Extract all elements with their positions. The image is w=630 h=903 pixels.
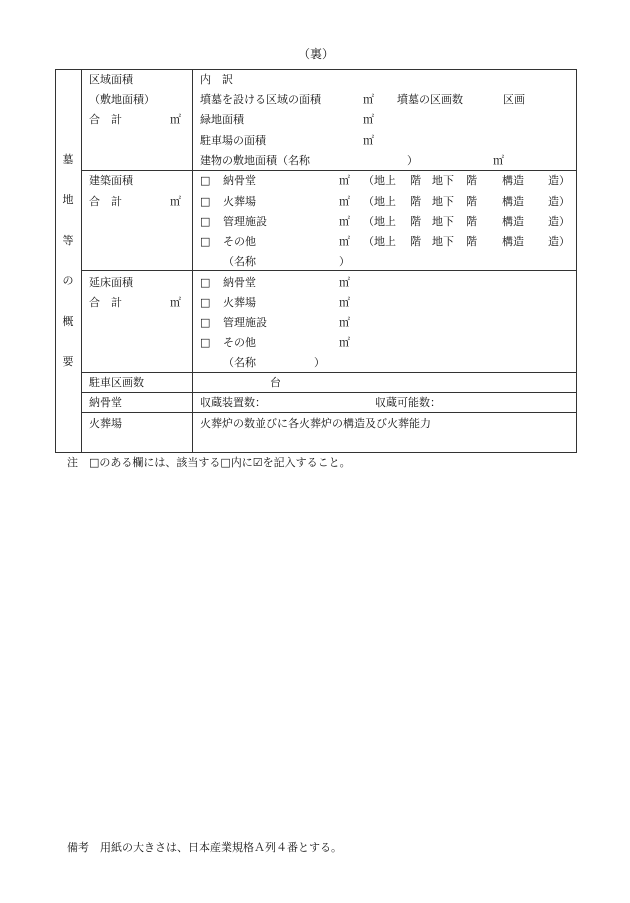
floors-below: 地下 xyxy=(432,174,454,187)
checkbox[interactable]: □ xyxy=(200,336,211,349)
side-label-char: 地 xyxy=(62,193,74,206)
floor-total-label: 合 計 xyxy=(89,296,122,309)
side-label-char: 等 xyxy=(62,234,74,247)
floor-row-name: その他 xyxy=(223,336,256,349)
floor-area-label: 延床面積 xyxy=(89,276,133,289)
floor-total-unit: ㎡ xyxy=(170,296,181,309)
table-divider-middle xyxy=(192,69,193,453)
page-title: （裏） xyxy=(298,47,335,61)
parking-area-label: 駐車場の面積 xyxy=(200,134,266,147)
floor-other-name-open: （名称 xyxy=(223,356,256,369)
structure-label: 構造 xyxy=(502,195,524,208)
side-label-char: の xyxy=(62,274,74,287)
checkbox[interactable]: □ xyxy=(200,215,211,228)
table-border-right xyxy=(576,69,577,453)
area-total-label: 合 計 xyxy=(89,113,122,126)
side-label-char: 要 xyxy=(62,355,74,368)
crematorium-label: 火葬場 xyxy=(89,417,122,430)
remarks: 備考 用紙の大きさは、日本産業規格Ａ列４番とする。 xyxy=(67,841,342,854)
row-divider-5 xyxy=(81,412,577,413)
floor-unit: 階 xyxy=(466,195,477,208)
unit-label: ㎡ xyxy=(339,336,350,349)
table-border-bottom xyxy=(55,452,577,453)
unit-label: ㎡ xyxy=(339,296,350,309)
area-total-unit: ㎡ xyxy=(170,113,181,126)
checkbox[interactable]: □ xyxy=(200,276,211,289)
floors-above: （地上 xyxy=(363,235,396,248)
floor-row-name: 納骨堂 xyxy=(223,276,256,289)
floor-unit: 階 xyxy=(410,174,421,187)
floors-above: （地上 xyxy=(363,195,396,208)
building-total-label: 合 計 xyxy=(89,195,122,208)
structure-label: 構造 xyxy=(502,174,524,187)
table-divider-side xyxy=(81,69,82,453)
unit-label: ㎡ xyxy=(339,276,350,289)
floor-unit: 階 xyxy=(466,235,477,248)
side-label-char: 概 xyxy=(62,315,74,328)
structure-label: 構造 xyxy=(502,215,524,228)
structure-suffix: 造） xyxy=(548,174,570,187)
building-site-label: 建物の敷地面積（名称 xyxy=(200,154,310,167)
checkbox[interactable]: □ xyxy=(200,174,211,187)
unit-label: ㎡ xyxy=(339,195,350,208)
tomb-count-label: 墳墓の区画数 xyxy=(397,93,463,106)
parking-count-label: 駐車区画数 xyxy=(89,376,144,389)
building-other-name-open: （名称 xyxy=(223,255,256,268)
row-divider-4 xyxy=(81,392,577,393)
table-border-left xyxy=(55,69,56,453)
building-other-name-close: ） xyxy=(339,255,350,268)
unit-label: ㎡ xyxy=(339,215,350,228)
checkbox[interactable]: □ xyxy=(200,296,211,309)
structure-suffix: 造） xyxy=(548,195,570,208)
building-site-close: ） xyxy=(407,154,418,167)
breakdown-label: 内 訳 xyxy=(200,73,233,86)
unit-label: ㎡ xyxy=(339,235,350,248)
building-site-unit: ㎡ xyxy=(493,154,504,167)
structure-suffix: 造） xyxy=(548,235,570,248)
floors-below: 地下 xyxy=(432,215,454,228)
building-row-name: 火葬場 xyxy=(223,195,256,208)
floors-above: （地上 xyxy=(363,215,396,228)
building-total-unit: ㎡ xyxy=(170,195,181,208)
floor-unit: 階 xyxy=(410,195,421,208)
area-label: 区域面積 xyxy=(89,73,133,86)
floor-unit: 階 xyxy=(410,235,421,248)
building-area-label: 建築面積 xyxy=(89,174,133,187)
checkbox[interactable]: □ xyxy=(200,195,211,208)
floor-unit: 階 xyxy=(410,215,421,228)
row-divider-2 xyxy=(81,270,577,271)
floor-row-name: 火葬場 xyxy=(223,296,256,309)
checkbox[interactable]: □ xyxy=(200,235,211,248)
checkbox[interactable]: □ xyxy=(200,316,211,329)
tomb-count-unit: 区画 xyxy=(503,93,525,106)
area-sublabel: （敷地面積） xyxy=(89,93,155,106)
floor-other-name-close: ） xyxy=(314,356,325,369)
floor-row-name: 管理施設 xyxy=(223,316,267,329)
ossuary-label: 納骨堂 xyxy=(89,396,122,409)
unit-label: ㎡ xyxy=(339,316,350,329)
structure-suffix: 造） xyxy=(548,215,570,228)
floor-unit: 階 xyxy=(466,215,477,228)
green-area-unit: ㎡ xyxy=(363,113,374,126)
green-area-label: 緑地面積 xyxy=(200,113,244,126)
note: 注 □のある欄には、該当する□内に☑を記入すること。 xyxy=(67,456,351,469)
floors-below: 地下 xyxy=(432,195,454,208)
storage-capacity-label: 収蔵可能数： xyxy=(375,396,441,409)
table-border-top xyxy=(55,69,577,70)
row-divider-3 xyxy=(81,372,577,373)
parking-count-unit: 台 xyxy=(270,376,281,389)
parking-area-unit: ㎡ xyxy=(363,134,374,147)
building-row-name: その他 xyxy=(223,235,256,248)
unit-label: ㎡ xyxy=(339,174,350,187)
floors-above: （地上 xyxy=(363,174,396,187)
tomb-area-unit: ㎡ xyxy=(363,93,374,106)
building-row-name: 管理施設 xyxy=(223,215,267,228)
floors-below: 地下 xyxy=(432,235,454,248)
crematorium-text: 火葬炉の数並びに各火葬炉の構造及び火葬能力 xyxy=(200,417,431,430)
row-divider-1 xyxy=(81,170,577,171)
side-label-char: 墓 xyxy=(62,153,74,166)
storage-devices-label: 収蔵装置数： xyxy=(200,396,266,409)
floor-unit: 階 xyxy=(466,174,477,187)
building-row-name: 納骨堂 xyxy=(223,174,256,187)
tomb-area-label: 墳墓を設ける区域の面積 xyxy=(200,93,321,106)
structure-label: 構造 xyxy=(502,235,524,248)
